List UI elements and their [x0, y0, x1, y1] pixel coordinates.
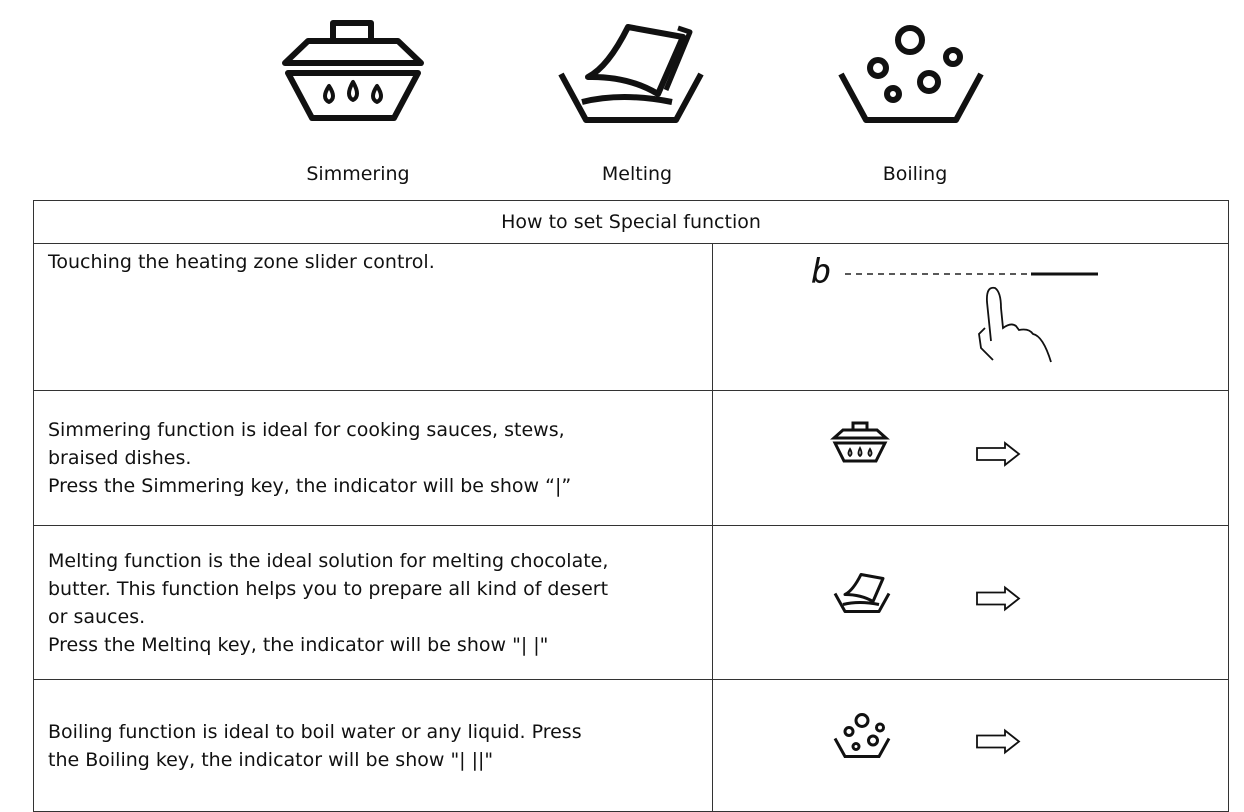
simmering-indicator-cell [713, 391, 1229, 526]
finger-touch-icon [843, 266, 1103, 376]
boiling-indicator-cell [713, 680, 1229, 812]
slider-illustration [713, 244, 1229, 391]
table-row [34, 526, 1229, 680]
simmering-indicator [727, 391, 1027, 517]
boiling-indicator [727, 680, 1027, 803]
melting-indicator [727, 526, 1027, 671]
text-line: braised dishes. [48, 447, 192, 469]
table-title: How to set Special function [34, 201, 1229, 244]
text-line: Boiling function is ideal to boil water or any liquid. Press [48, 720, 582, 743]
simmering-icon [280, 18, 426, 124]
melting-icon [558, 22, 704, 124]
table-row [34, 391, 1229, 526]
text-line: the Boiling key, the indicator will be show "| ||" [48, 748, 494, 771]
melting-icon [835, 575, 889, 612]
text-line: Melting function is the ideal solution for melting chocolate, [48, 549, 609, 572]
boiling-icon [838, 22, 984, 124]
simmering-label: Simmering [306, 163, 410, 185]
display-digit: b [811, 252, 832, 292]
table-row [34, 244, 1229, 391]
boiling-label: Boiling [882, 163, 948, 185]
row-text [34, 244, 713, 391]
table-row [34, 680, 1229, 812]
simmering-icon [834, 423, 886, 461]
text-line: Simmering function is ideal for cooking sauces, stews, [48, 419, 565, 441]
arrow-right-icon [977, 588, 1019, 610]
row-text [34, 526, 713, 680]
arrow-right-icon [977, 443, 1019, 465]
row-text [34, 391, 713, 526]
boiling-icon [835, 715, 889, 757]
text-line: butter. This function helps you to prepare all kind of desert [48, 577, 609, 600]
arrow-right-icon [977, 731, 1019, 753]
melting-indicator-cell [713, 526, 1229, 680]
special-function-table [33, 200, 1229, 812]
melting-label: Melting [601, 163, 673, 185]
text-line: Press the Simmering key, the indicator will be show “|” [48, 475, 572, 497]
text-line: or sauces. [48, 605, 146, 628]
text-line: Press the Meltinq key, the indicator will be show "| |" [48, 633, 549, 656]
text-line: Touching the heating zone slider control. [48, 251, 435, 273]
row-text [34, 680, 713, 812]
